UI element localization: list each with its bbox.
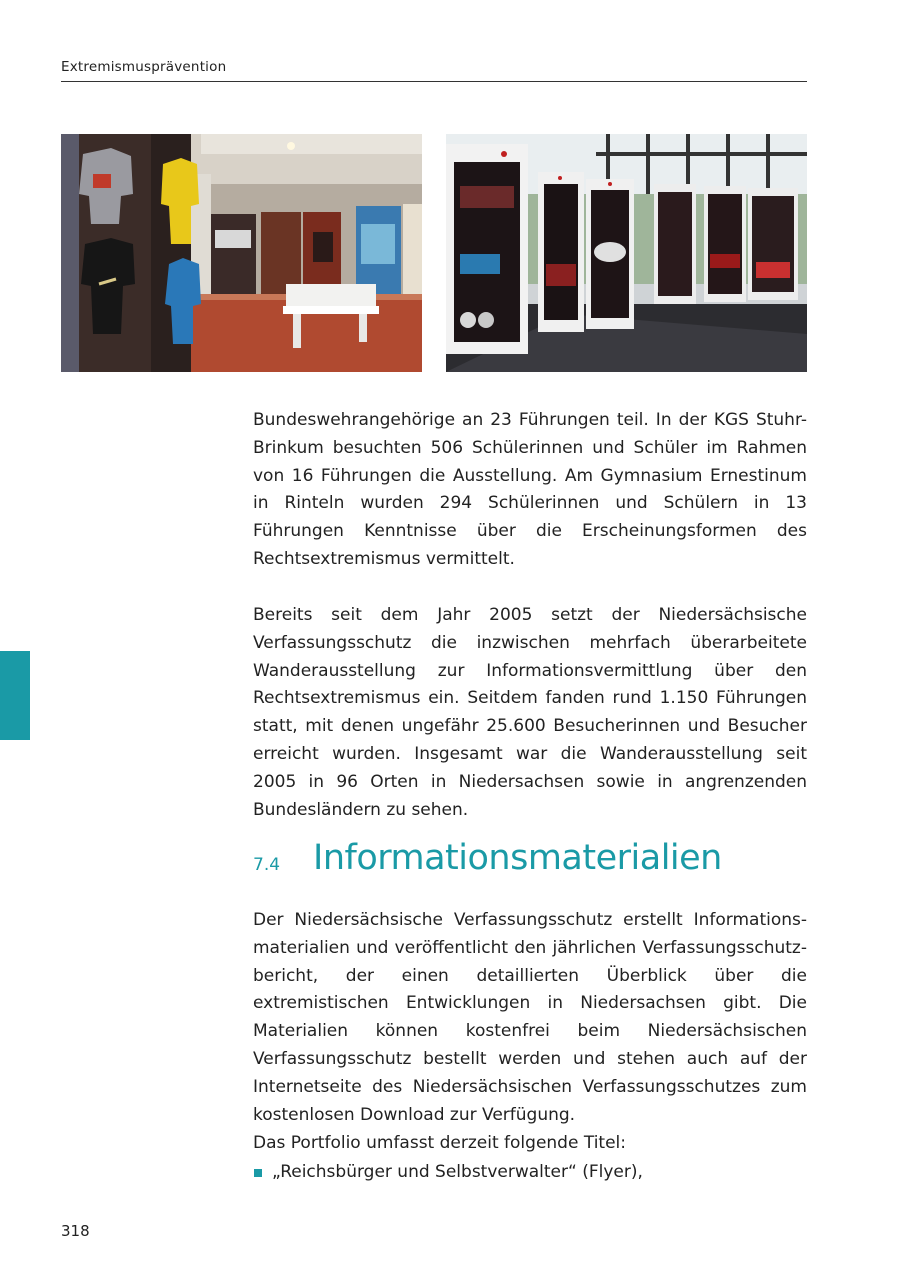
portfolio-list [253, 1159, 807, 1187]
section-number: 7.4 [253, 855, 281, 875]
paragraph-information-materials: Der Niedersächsische Verfassungsschutz erstellt Informationsmaterialien und veröffentlicht den jährlichen Verfassungsschutzbericht, der einen detaillierten Überblick über die extremistischen Entwicklungen in Niedersachsen gibt. Die Materialien können kostenfrei beim Niedersächsischen Verfassungsschutz bestellt werden und stehen auch auf der Internetseite des Niedersächsischen Verfassungsschutzes zum kostenlosen Download zur Verfügung. [253, 910, 807, 1125]
header-rule [61, 81, 807, 82]
exhibition-hall-photo [61, 134, 422, 372]
chapter-tab-marker [0, 651, 30, 740]
page-number: 318 [61, 1222, 90, 1240]
section-title: Informationsmaterialien [313, 838, 722, 878]
square-bullet-icon [254, 1169, 262, 1177]
list-item [253, 1159, 807, 1187]
list-item-text: „Reichsbürger und Selbstverwalter“ (Flyer), [272, 1162, 643, 1182]
exhibition-panels-photo [446, 134, 807, 372]
paragraph-guided-tours: Bundeswehrangehörige an 23 Führungen teil. In der KGS Stuhr-Brinkum besuchten 506 Schülerinnen und Schüler im Rahmen von 16 Führungen die Ausstellung. Am Gymnasium Ernestinum in Rinteln wurden 294 Schülerinnen und Schülern in 13 Führungen Kenntnisse über die Erscheinungsformen des Rechtsextremismus vermittelt. [253, 410, 807, 569]
paragraph-travelling-exhibition: Bereits seit dem Jahr 2005 setzt der Niedersächsische Verfassungsschutz die inzwischen mehrfach überarbeitete Wanderausstellung zur Informationsvermittlung über den Rechtsextremismus ein. Seitdem fanden rund 1.150 Führungen statt, mit denen ungefähr 25.600 Besucherinnen und Besucher erreicht wurden. Insgesamt war die Wanderausstellung seit 2005 in 96 Orten in Niedersachsen sowie in angrenzenden Bundesländern zu sehen. [253, 605, 807, 820]
running-header: Extremismusprävention [61, 59, 227, 75]
section-heading [253, 838, 807, 886]
paragraph-portfolio-intro: Das Portfolio umfasst derzeit folgende Titel: [253, 1133, 626, 1153]
